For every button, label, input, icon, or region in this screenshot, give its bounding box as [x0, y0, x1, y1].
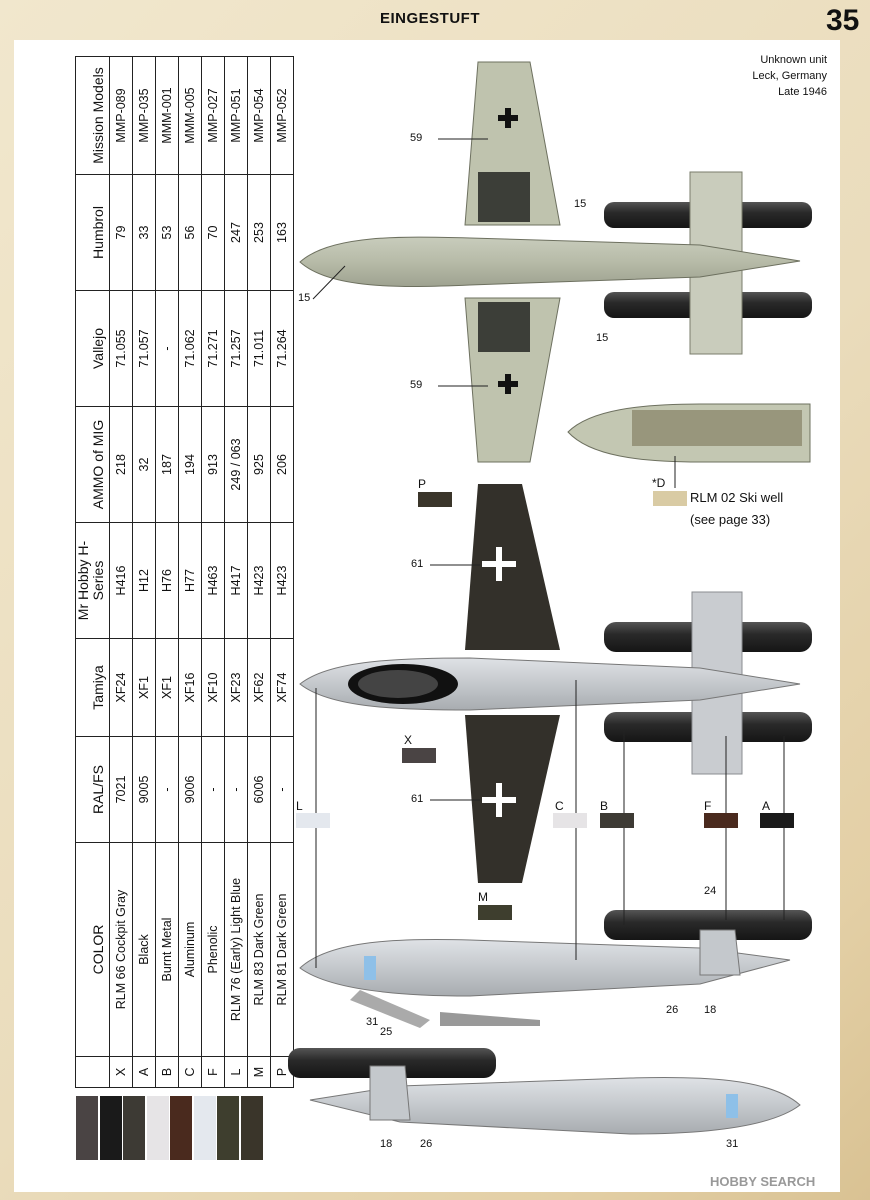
- table-cell: P: [271, 1057, 294, 1088]
- callout-18: 18: [704, 1004, 717, 1016]
- table-cell: H423: [248, 523, 271, 639]
- table-cell: -: [202, 737, 225, 843]
- table-cell: RLM 81 Dark Green: [271, 843, 294, 1057]
- table-cell: 71.055: [110, 291, 133, 407]
- table-cell: 56: [179, 175, 202, 291]
- table-cell: 71.057: [133, 291, 156, 407]
- table-cell: 9006: [179, 737, 202, 843]
- callout-31: 31: [726, 1138, 739, 1150]
- chip-l: [296, 813, 330, 828]
- table-cell: -: [225, 737, 248, 843]
- table-header: Vallejo: [76, 291, 110, 407]
- page-title: EINGESTUFT: [380, 10, 481, 27]
- label-ski-well-note: (see page 33): [690, 512, 771, 527]
- location-line: Leck, Germany: [752, 70, 827, 82]
- side-view-left: [300, 910, 812, 1028]
- label-x: X: [404, 733, 413, 747]
- location-line: Unknown unit: [760, 54, 827, 66]
- chip-c: [553, 813, 587, 828]
- label-d: *D: [652, 476, 666, 490]
- chip-m: [478, 905, 512, 920]
- table-cell: H423: [271, 523, 294, 639]
- table-cell: H463: [202, 523, 225, 639]
- table-cell: 913: [202, 407, 225, 523]
- table-header: Mr Hobby H-Series: [76, 523, 110, 639]
- table-cell: H77: [179, 523, 202, 639]
- table-cell: -: [156, 291, 179, 407]
- table-cell: X: [110, 1057, 133, 1088]
- table-cell: 7021: [110, 737, 133, 843]
- table-cell: 163: [271, 175, 294, 291]
- label-b: B: [600, 799, 609, 813]
- table-cell: -: [156, 737, 179, 843]
- table-cell: Phenolic: [202, 843, 225, 1057]
- table-cell: RLM 83 Dark Green: [248, 843, 271, 1057]
- table-cell: B: [156, 1057, 179, 1088]
- table-cell: MMM-001: [156, 57, 179, 175]
- callout-61: 61: [411, 793, 424, 805]
- callout-15: 15: [298, 292, 311, 304]
- table-cell: 247: [225, 175, 248, 291]
- table-cell: 925: [248, 407, 271, 523]
- table-cell: -: [271, 737, 294, 843]
- watermark: HOBBY SEARCH: [710, 1174, 816, 1189]
- table-cell: XF24: [110, 639, 133, 737]
- label-ski-well: RLM 02 Ski well: [690, 490, 784, 505]
- table-cell: MMP-054: [248, 57, 271, 175]
- table-cell: MMP-051: [225, 57, 248, 175]
- table-cell: 194: [179, 407, 202, 523]
- table-cell: MMM-005: [179, 57, 202, 175]
- table-cell: MMP-052: [271, 57, 294, 175]
- table-cell: A: [133, 1057, 156, 1088]
- table-cell: 53: [156, 175, 179, 291]
- chip-b: [600, 813, 634, 828]
- chip-ski-well: [653, 491, 687, 506]
- table-cell: M: [248, 1057, 271, 1088]
- table-cell: XF74: [271, 639, 294, 737]
- table-cell: XF16: [179, 639, 202, 737]
- underside-view: [300, 62, 812, 462]
- table-cell: Black: [133, 843, 156, 1057]
- table-header: AMMO of MIG: [76, 407, 110, 523]
- callout-18: 18: [380, 1138, 393, 1150]
- callout-24: 24: [704, 885, 717, 897]
- table-cell: 70: [202, 175, 225, 291]
- table-cell: XF62: [248, 639, 271, 737]
- label-c: C: [555, 799, 564, 813]
- table-cell: 187: [156, 407, 179, 523]
- table-cell: XF1: [156, 639, 179, 737]
- label-p: P: [418, 477, 427, 491]
- table-header: Humbrol: [76, 175, 110, 291]
- table-cell: 71.062: [179, 291, 202, 407]
- table-cell: MMP-089: [110, 57, 133, 175]
- callout-15: 15: [596, 332, 609, 344]
- callout-15: 15: [574, 198, 587, 210]
- table-cell: C: [179, 1057, 202, 1088]
- table-cell: XF1: [133, 639, 156, 737]
- table-cell: H417: [225, 523, 248, 639]
- table-cell: 249 / 063: [225, 407, 248, 523]
- table-cell: Aluminum: [179, 843, 202, 1057]
- page-number: 35: [826, 4, 860, 37]
- label-m: M: [478, 890, 488, 904]
- callout-61: 61: [411, 558, 424, 570]
- table-cell: 218: [110, 407, 133, 523]
- callout-26: 26: [666, 1004, 679, 1016]
- table-header: Mission Models: [76, 57, 110, 175]
- callout-59: 59: [410, 132, 423, 144]
- table-cell: 71.257: [225, 291, 248, 407]
- callout-26: 26: [420, 1138, 433, 1150]
- label-a: A: [762, 799, 771, 813]
- table-cell: XF10: [202, 639, 225, 737]
- table-cell: 71.011: [248, 291, 271, 407]
- table-header: COLOR: [76, 843, 110, 1057]
- table-cell: 206: [271, 407, 294, 523]
- label-l: L: [296, 799, 303, 813]
- callout-59: 59: [410, 379, 423, 391]
- chip-f: [704, 813, 738, 828]
- table-cell: RLM 66 Cockpit Gray: [110, 843, 133, 1057]
- location-line: Late 1946: [778, 86, 827, 98]
- table-cell: F: [202, 1057, 225, 1088]
- table-cell: L: [225, 1057, 248, 1088]
- table-cell: H416: [110, 523, 133, 639]
- table-cell: MMP-035: [133, 57, 156, 175]
- table-cell: 33: [133, 175, 156, 291]
- side-view-right: [288, 1048, 800, 1134]
- chip-a: [760, 813, 794, 828]
- table-cell: MMP-027: [202, 57, 225, 175]
- table-cell: XF23: [225, 639, 248, 737]
- table-cell: 32: [133, 407, 156, 523]
- callout-31: 31: [366, 1016, 379, 1028]
- chip-p: [418, 492, 452, 507]
- table-cell: H76: [156, 523, 179, 639]
- table-cell: 79: [110, 175, 133, 291]
- table-cell: 71.264: [271, 291, 294, 407]
- table-cell: 253: [248, 175, 271, 291]
- ski-well-detail: [568, 404, 810, 462]
- callout-25: 25: [380, 1026, 393, 1038]
- table-header: RAL/FS: [76, 737, 110, 843]
- table-cell: H12: [133, 523, 156, 639]
- table-cell: 71.271: [202, 291, 225, 407]
- table-header: Tamiya: [76, 639, 110, 737]
- table-cell: Burnt Metal: [156, 843, 179, 1057]
- label-f: F: [704, 799, 712, 813]
- table-cell: 6006: [248, 737, 271, 843]
- table-cell: RLM 76 (Early) Light Blue: [225, 843, 248, 1057]
- table-cell: 9005: [133, 737, 156, 843]
- chip-x: [402, 748, 436, 763]
